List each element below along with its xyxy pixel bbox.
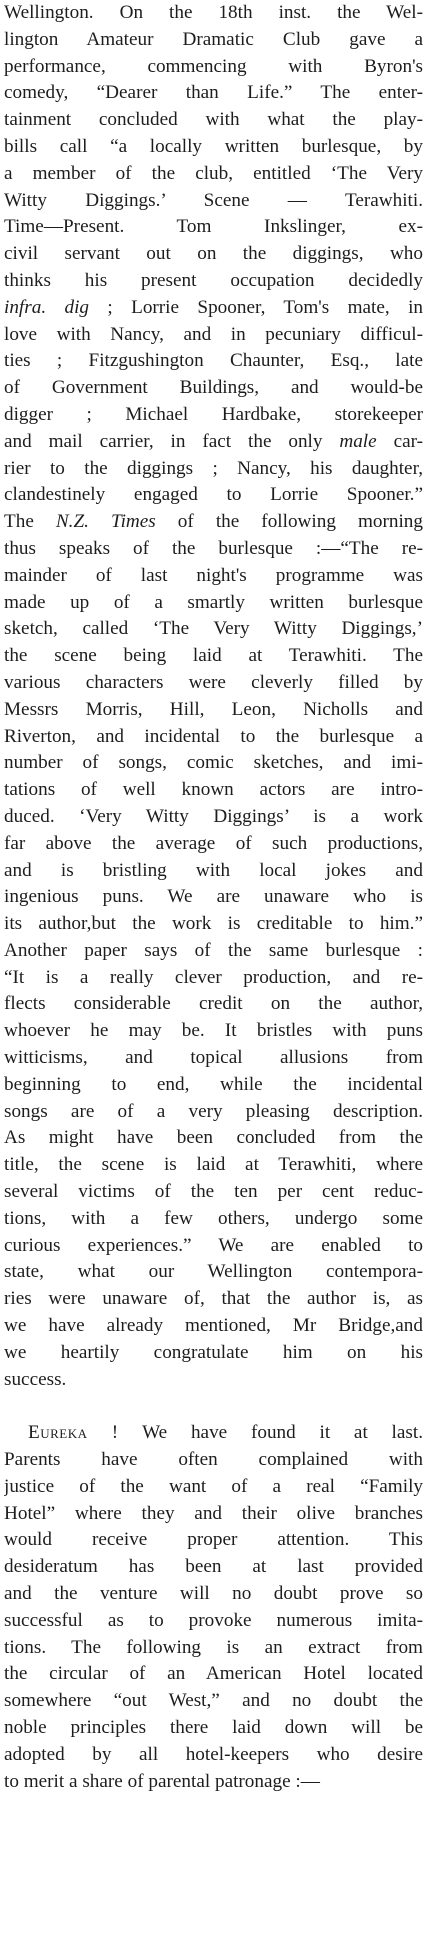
text-line: beginning to end, while the incidental [4,1073,423,1095]
text-line: the circular of an American Hotel located [4,1663,423,1685]
text-line: comedy, “Dearer than Life.” The enter- [4,82,423,104]
text-line: adopted by all hotel-keepers who desire [4,1743,423,1765]
text-line: and mail carrier, in fact the only male car- [4,430,423,452]
text-line: thus speaks of the burlesque :—“The re- [4,537,423,559]
text-line: ties ; Fitzgushington Chaunter, Esq., late [4,350,423,372]
text-line: made up of a smartly written burlesque [4,591,423,613]
text-line: various characters were cleverly filled by [4,671,423,693]
text-line: would receive proper attention. This [4,1529,423,1551]
text-line: Another paper says of the same burlesque : [4,939,423,961]
text-line: the scene being laid at Terawhiti. The [4,645,423,667]
text-line: lington Amateur Dramatic Club gave a [4,28,423,50]
text-line: of Government Buildings, and would-be [4,377,423,399]
text-line: desideratum has been at last provided [4,1556,423,1578]
text-line: we have already mentioned, Mr Bridge,and [4,1315,423,1337]
text-line: The N.Z. Times of the following morning [4,511,423,533]
italic-phrase: infra. dig [4,296,90,318]
lead-word: Eureka ! [28,1422,119,1444]
text-line: success. [4,1368,67,1390]
text-line: digger ; Michael Hardbake, storekeeper [4,403,423,425]
italic-phrase: male [339,430,377,452]
text-line: tions. The following is an extract from [4,1636,423,1658]
text-line: and is bristling with local jokes and [4,859,423,881]
text-line: bills call “a locally written burlesque, by [4,135,423,157]
text-line: whoever he may be. It bristles with puns [4,1020,423,1042]
text-line: successful as to provoke numerous imita- [4,1609,423,1631]
text-line: As might have been concluded from the [4,1127,423,1149]
text-line: a member of the club, entitled ‘The Very [4,162,423,184]
text-line: curious experiences.” We are enabled to [4,1234,423,1256]
text-line: state, what our Wellington contempora- [4,1261,423,1283]
text-line: love with Nancy, and in pecuniary difficul- [4,323,423,345]
text-line: Time—Present. Tom Inkslinger, ex- [4,216,423,238]
text-line: thinks his present occupation decidedly [4,269,423,291]
text-line: Eureka ! We have found it at last. [28,1422,423,1444]
italic-phrase: N.Z. Times [55,511,156,533]
text-line: to merit a share of parental patronage :— [4,1770,320,1792]
text-line: Messrs Morris, Hill, Leon, Nicholls and [4,698,423,720]
text-line: somewhere “out West,” and no doubt the [4,1690,423,1712]
article-wellington-burlesque [4,0,423,1393]
text-line: justice of the want of a real “Family [4,1475,423,1497]
text-line: and the venture will no doubt prove so [4,1583,423,1605]
text-line: civil servant out on the diggings, who [4,243,423,265]
text-line: tions, with a few others, undergo some [4,1207,423,1229]
text-line: tations of well known actors are intro- [4,779,423,801]
text-line: far above the average of such productions, [4,832,423,854]
text-line: ries were unaware of, that the author is, as [4,1288,423,1310]
text-line: rier to the diggings ; Nancy, his daughter, [4,457,423,479]
text-line: we heartily congratulate him on his [4,1341,423,1363]
text-line: several victims of the ten per cent reduc- [4,1181,423,1203]
paragraph-gap [4,1393,423,1420]
text-line: its author,but the work is creditable to him.” [4,913,423,935]
text-line: Hotel” where they and their olive branches [4,1502,423,1524]
article-eureka-family-hotel [4,1420,423,1795]
text-line: flects considerable credit on the author, [4,993,423,1015]
text-line: performance, commencing with Byron's [4,55,423,77]
text-line: tainment concluded with what the play- [4,109,423,131]
text-line: title, the scene is laid at Terawhiti, where [4,1154,423,1176]
text-line: noble principles there laid down will be [4,1717,423,1738]
text-line: infra. dig ; Lorrie Spooner, Tom's mate, in [4,296,423,318]
text-line: clandestinely engaged to Lorrie Spooner.” [4,484,423,506]
text-line: Parents have often complained with [4,1449,423,1471]
text-line: “It is a really clever production, and re- [4,966,423,988]
text-line: number of songs, comic sketches, and imi- [4,752,423,774]
text-line: Wellington. On the 18th inst. the Wel- [4,2,423,23]
text-line: duced. ‘Very Witty Diggings’ is a work [4,805,423,827]
text-line: Witty Diggings.’ Scene — Terawhiti. [4,189,423,211]
text-line: mainder of last night's programme was [4,564,423,586]
text-line: songs are of a very pleasing description. [4,1100,423,1122]
text-line: witticisms, and topical allusions from [4,1047,423,1069]
text-line: Riverton, and incidental to the burlesque a [4,725,423,747]
text-line: ingenious puns. We are unaware who is [4,886,423,908]
text-line: sketch, called ‘The Very Witty Diggings,’ [4,618,423,640]
